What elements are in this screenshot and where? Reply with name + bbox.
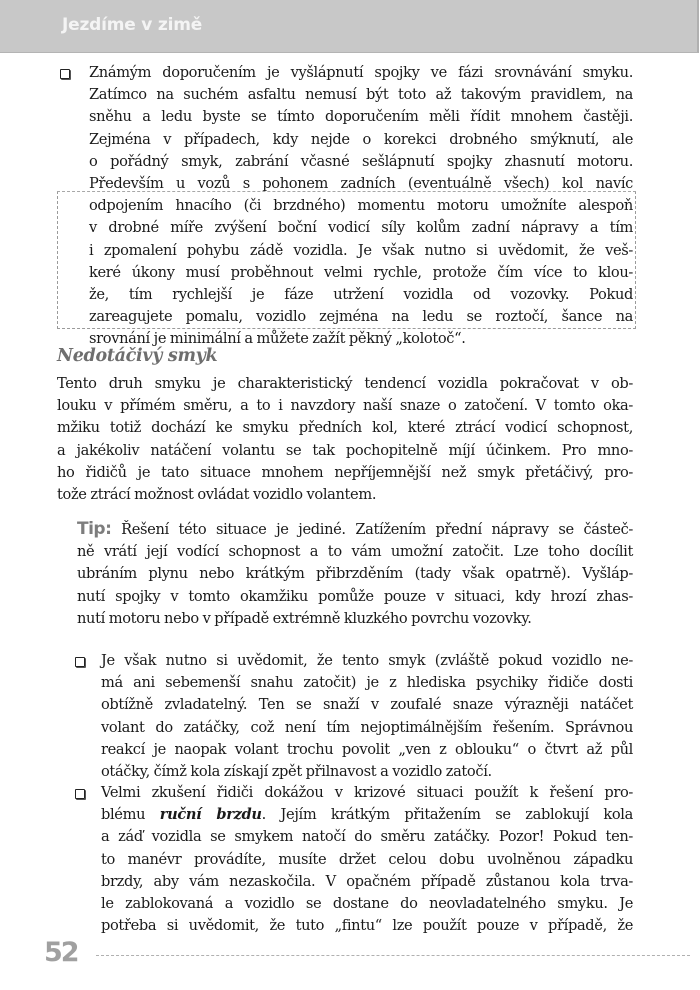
checkbox-bullet-icon xyxy=(75,657,85,667)
page-number: 52 xyxy=(44,937,78,968)
section-heading: Nedotáčivý smyk xyxy=(57,346,218,366)
bullet-paragraph-clutch: Známým doporučením je vyšlápnutí spojky ve fázi srovnávání smyku. Zatímco na suchém asfaltu nemusí být toto až takovým pravidlem, na sněhu a ledu byste se tímto doporučením měli řídit mnohem častěji. Zejména v případech, kdy nejde o korekci drobného smýknutí, ale o pořádný smyk, zabrání včasné sešlápnutí spojky zhasnutí motoru. Především u vozů s pohonem zadních (eventuálně všech) kol navíc odpojením hnacího (či brzdného) momentu motoru umožníte alespoň v drobné míře zvýšení boční vodicí síly kolům zadní nápravy a tím i zpomalení pohybu zádě vozidla. Je však nutno si uvědomit, že veš- keré úkony musí proběhnout velmi rychle, protože čím více to klou- že, tím rychlejší je fáze utržení vozidla od vozovky. Pokud zareagujete pomalu, vozidlo zejména na ledu se roztočí, šance na srovnání je minimální a můžete zažít pěkný „kolotoč“. xyxy=(89,64,633,348)
bullet-paragraph-handbrake: Velmi zkušení řidiči dokážou v krizové situaci použít k řešení pro- blému ruční brzdu. Jejím krátkým přitažením se zablokují kola a záď vozidla se smykem natočí do směru zatáčky. Pozor! Pokud ten- to manévr provádíte, musíte držet celou dobu uvolněnou západku brzdy, aby vám nezaskočila. V opačném případě zůstanou kola trva- le zablokovaná a vozidlo se dostane do neovladatelného smyku. Je potřeba si uvědomit, že tuto „fintu“ lze použít pouze v případě, že xyxy=(101,784,633,935)
tip-paragraph: Tip: Řešení této situace je jediné. Zatížením přední nápravy se částeč- ně vrátí její vodící schopnost a to vám umožní zatočit. Lze toho docílit ubráním plynu nebo krátkým přibrzděním (tady však opatrně). Vyšláp- nutí spojky v tomto okamžiku pomůže pouze v situaci, kdy hrozí zhas- nutí motoru nebo v případě extrémně kluzkého povrchu vozovky. xyxy=(77,519,633,627)
chapter-header xyxy=(0,0,699,53)
checkbox-bullet-icon xyxy=(75,789,85,799)
chapter-title: Jezdíme v zimě xyxy=(62,15,203,35)
footer-dashed-rule xyxy=(96,955,690,956)
checkbox-bullet-icon xyxy=(60,69,70,79)
tip-label: Tip: xyxy=(77,519,112,539)
emphasis-handbrake: ruční brzdu xyxy=(159,806,262,824)
section-body-paragraph: Tento druh smyku je charakteristický tendencí vozidla pokračovat v ob- louku v přímém směru, a to i navzdory naší snaze o zatočení. V tomto oka- mžiku totiž dochází ke smyku předních kol, které ztrácí vodicí schopnost, a jakékoliv natáčení volantu se tak pochopitelně míjí účinkem. Pro mno- ho řidičů je tato situace mnohem nepříjemnější než smyk přetáčivý, pro- tože ztrácí možnost ovládat vozidlo volantem. xyxy=(57,375,633,504)
bullet-paragraph-psychology: Je však nutno si uvědomit, že tento smyk (zvláště pokud vozidlo ne- má ani sebemenší snahu zatočit) je z hlediska psychiky řidiče dosti obtížně zvladatelný. Ten se snaží v zoufalé snaze výrazněji natáčet volant do zatáčky, což není tím nejoptimálnějším řešením. Správnou reakcí je naopak volant trochu povolit „ven z oblouku“ o čtvrt až půl otáčky, čímž kola získají zpět přilnavost a vozidlo zatočí. xyxy=(101,652,633,781)
